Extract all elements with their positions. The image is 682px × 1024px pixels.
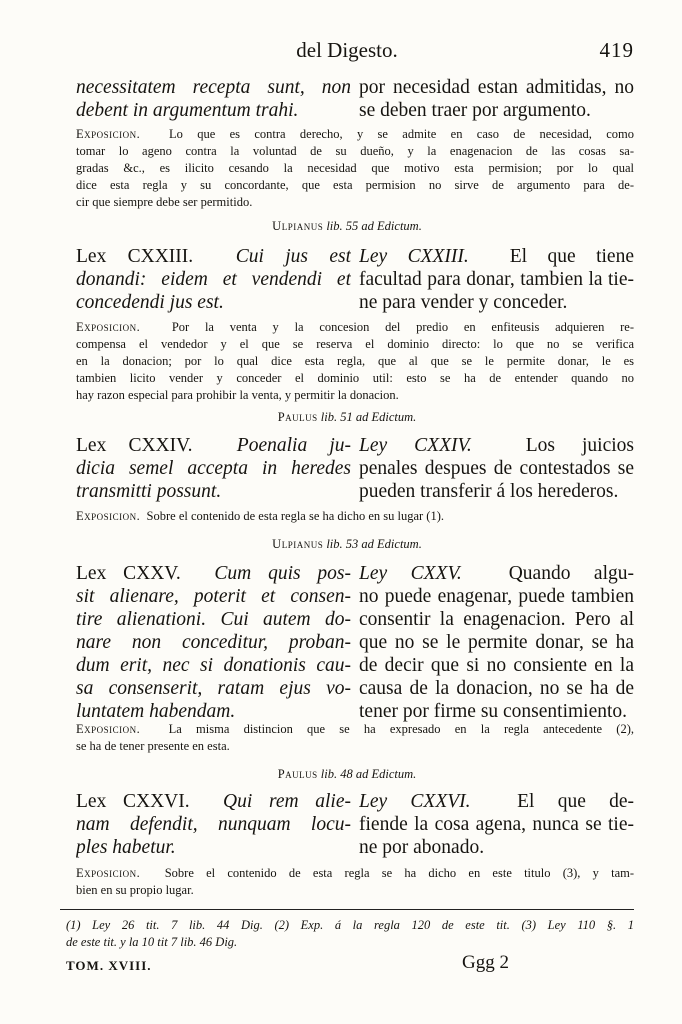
exposicion-paragraph <box>76 126 634 211</box>
exposicion-paragraph <box>76 721 634 755</box>
exposicion-line: dice esta regla y su concordante, que esta permision no sirve de argumento para de- <box>76 178 634 192</box>
exposicion-line: bien en su propio lugar. <box>76 883 194 897</box>
exposicion-label: Exposicion. <box>76 509 141 523</box>
spanish-line: que no se le permite donar, se ha <box>359 632 634 653</box>
spanish-line: tener por firme su consentimiento. <box>359 701 628 722</box>
running-header <box>60 38 634 68</box>
spanish-text: Quando algu- <box>508 563 634 584</box>
rule-block-continuation <box>76 76 634 122</box>
exposicion-line: hay razon especial para prohibir la venta, y permitir la donacion. <box>76 388 399 402</box>
latin-line: luntatem habendam. <box>76 701 236 722</box>
exposicion-text: Sobre el contenido de esta regla se ha dicho en este titulo (3), y tam- <box>164 866 634 880</box>
spanish-column <box>359 434 634 503</box>
ley-number: Ley CXXIII. <box>359 246 469 267</box>
spanish-line: causa de la donacion, no se ha de <box>359 678 634 699</box>
page-number: 419 <box>599 38 634 62</box>
running-title: del Digesto. <box>296 38 398 62</box>
spanish-line: ne para vender y conceder. <box>359 292 568 313</box>
citation-book: lib. 55 <box>326 219 359 233</box>
exposicion-label: Exposicion. <box>76 722 141 736</box>
exposicion-line: compensa el vendedor y el que se reserva el dominio directo: lo que no se verifica <box>76 337 634 351</box>
lex-number: Lex CXXV. <box>76 563 181 584</box>
spanish-line: pueden transferir á los herederos. <box>359 481 619 502</box>
citation-book: lib. 51 <box>320 410 353 424</box>
latin-line: transmitti possunt. <box>76 481 222 502</box>
ley-number: Ley CXXVI. <box>359 791 471 812</box>
source-citation <box>60 537 634 552</box>
latin-text: Cum quis pos- <box>214 563 351 584</box>
exposicion-line: se ha de tener presente en esta. <box>76 739 230 753</box>
footnote-divider <box>60 909 634 910</box>
spanish-line: de decir que si no consiente en la <box>359 655 634 676</box>
spanish-line: se deben traer por argumento. <box>359 100 591 121</box>
spanish-line: facultad para donar, tambien la tie- <box>359 269 634 290</box>
latin-line: tire alienationi. Cui autem do- <box>76 609 351 630</box>
source-citation <box>60 767 634 782</box>
latin-column <box>76 76 351 122</box>
latin-line: dum erit, nec si donationis cau- <box>76 655 351 676</box>
exposicion-label: Exposicion. <box>76 127 141 141</box>
lex-number: Lex CXXIV. <box>76 435 193 456</box>
exposicion-text: Por la venta y la concesion del predio en enfiteusis adquieren re- <box>171 320 634 334</box>
lex-number: Lex CXXVI. <box>76 791 190 812</box>
source-citation <box>60 410 634 425</box>
volume-mark: TOM. XVIII. <box>66 958 152 973</box>
spanish-line: penales despues de contestados se <box>359 458 634 479</box>
latin-text: Poenalia ju- <box>236 435 351 456</box>
citation-book: lib. 53 <box>326 537 359 551</box>
latin-column <box>76 562 351 723</box>
spanish-line: consentir la enagenacion. Pero al <box>359 609 634 630</box>
spanish-text: El que de- <box>517 791 634 812</box>
source-citation <box>60 219 634 234</box>
exposicion-text: Sobre el contenido de esta regla se ha dicho en su lugar (1). <box>146 509 444 523</box>
latin-text: Qui rem alie- <box>223 791 351 812</box>
latin-line: dicia semel accepta in heredes <box>76 458 351 479</box>
ley-number: Ley CXXIV. <box>359 435 472 456</box>
latin-line: sa consenserit, ratam ejus vo- <box>76 678 351 699</box>
latin-line: sit alienare, poterit et consen- <box>76 586 351 607</box>
citation-work: ad Edictum. <box>355 410 417 424</box>
exposicion-line: cir que siempre debe ser permitido. <box>76 195 253 209</box>
latin-column <box>76 790 351 859</box>
exposicion-line: en la donacion; por lo qual dice esta regla, que al que se le permite donar, le es <box>76 354 634 368</box>
exposicion-label: Exposicion. <box>76 320 141 334</box>
exposicion-paragraph <box>76 319 634 404</box>
latin-line: ples habetur. <box>76 837 176 858</box>
spanish-line: no puede enagenar, puede tambien <box>359 586 634 607</box>
citation-work: ad Edictum. <box>361 219 422 233</box>
citation-book: lib. 48 <box>320 767 353 781</box>
spanish-column <box>359 562 634 723</box>
citation-work: ad Edictum. <box>361 537 422 551</box>
latin-column <box>76 434 351 503</box>
exposicion-paragraph <box>76 865 634 899</box>
spanish-text: El que tiene <box>509 246 634 267</box>
citation-author: Ulpianus <box>272 537 324 551</box>
exposicion-line: gradas &c., es ilicito cesando la necesidad que motivo esta permision; por lo qual <box>76 161 634 175</box>
exposicion-paragraph <box>76 508 634 525</box>
lex-number: Lex CXXIII. <box>76 246 194 267</box>
exposicion-line: tomar lo ageno contra la voluntad de su dueño, y la enagenacion de las cosas sa- <box>76 144 634 158</box>
exposicion-label: Exposicion. <box>76 866 141 880</box>
latin-text: Cui jus est <box>235 246 351 267</box>
latin-line: concedendi jus est. <box>76 292 224 313</box>
exposicion-text: Lo que es contra derecho, y se admite en caso de necesidad, como <box>168 127 634 141</box>
latin-line: debent in argumentum trahi. <box>76 100 299 121</box>
citation-author: Paulus <box>277 767 318 781</box>
spanish-column <box>359 76 634 122</box>
spanish-column <box>359 245 634 314</box>
footnotes <box>66 917 634 951</box>
citation-work: ad Edictum. <box>355 767 417 781</box>
citation-author: Ulpianus <box>272 219 324 233</box>
lex-125 <box>76 562 634 723</box>
lex-124 <box>76 434 634 503</box>
latin-line: nare non conceditur, proban- <box>76 632 351 653</box>
spanish-text: Los juicios <box>525 435 634 456</box>
spanish-line: ne por abonado. <box>359 837 485 858</box>
exposicion-line: tambien licito vender y conceder el dominio util: esto se ha de entender quando no <box>76 371 634 385</box>
spanish-column <box>359 790 634 859</box>
spanish-line: fiende la cosa agena, nunca se tie- <box>359 814 634 835</box>
lex-126 <box>76 790 634 859</box>
latin-column <box>76 245 351 314</box>
exposicion-text: La misma distincion que se ha expresado en la regla antecedente (2), <box>168 722 634 736</box>
signature-mark: Ggg 2 <box>462 952 509 973</box>
latin-line: nam defendit, nunquam locu- <box>76 814 351 835</box>
lex-123 <box>76 245 634 314</box>
footnote-line: (1) Ley 26 tit. 7 lib. 44 Dig. (2) Exp. á la regla 120 de este tit. (3) Ley 110 §. 1 <box>66 918 634 932</box>
latin-line: donandi: eidem et vendendi et <box>76 269 351 290</box>
footnote-line: de este tit. y la 10 tit 7 lib. 46 Dig. <box>66 935 238 949</box>
spanish-line: por necesidad estan admitidas, no <box>359 77 634 98</box>
citation-author: Paulus <box>277 410 318 424</box>
ley-number: Ley CXXV. <box>359 563 462 584</box>
latin-line: necessitatem recepta sunt, non <box>76 77 351 98</box>
